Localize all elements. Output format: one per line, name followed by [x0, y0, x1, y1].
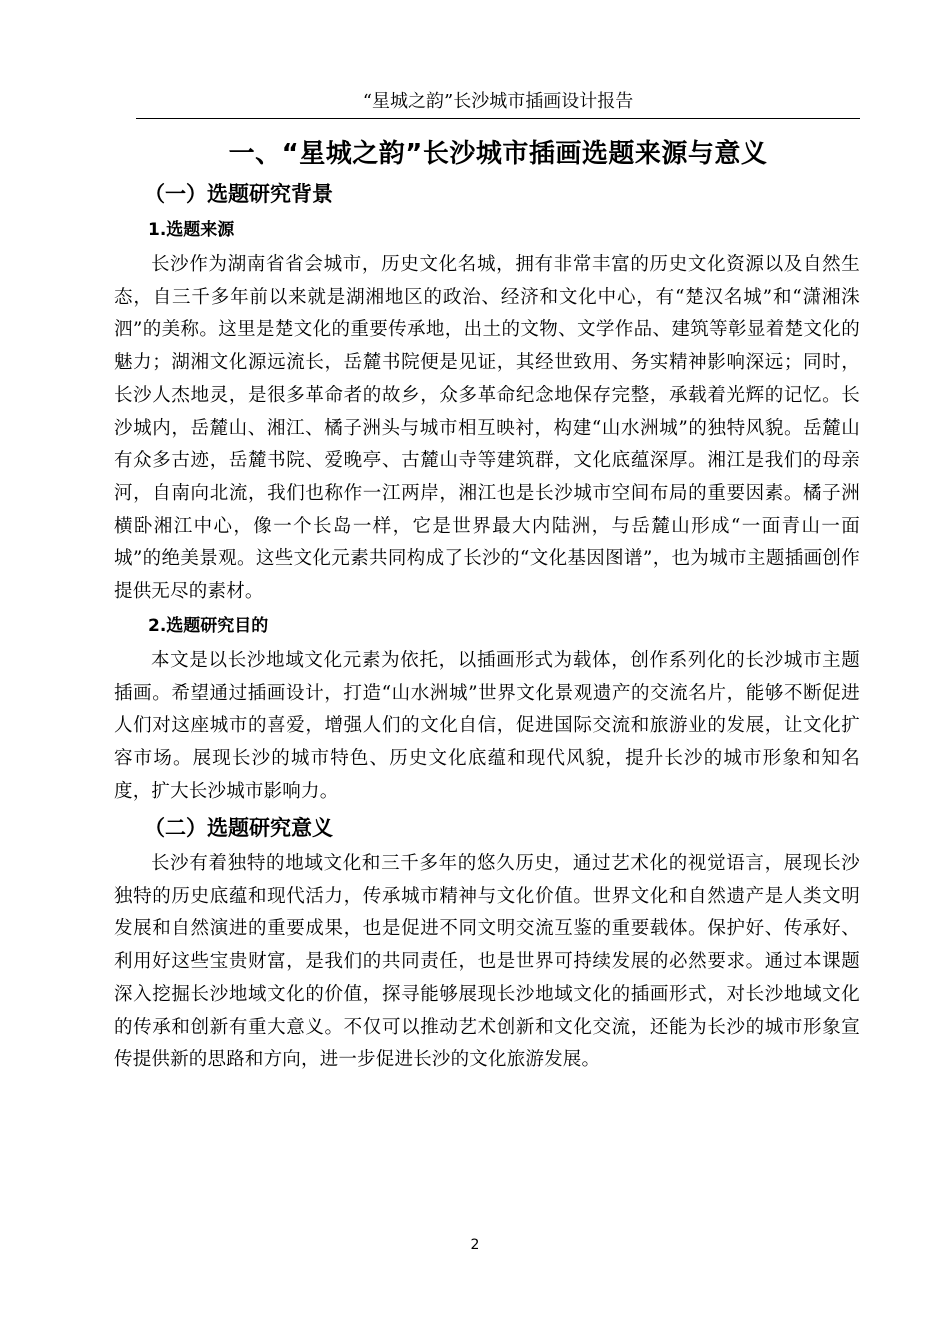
section-heading-background: （一）选题研究背景: [144, 182, 333, 206]
chapter-title: 一、“星城之韵”长沙城市插画选题来源与意义: [228, 139, 768, 169]
subsection-heading-source: 1.选题来源: [148, 220, 235, 240]
subsection-heading-purpose: 2.选题研究目的: [148, 616, 269, 636]
paragraph-topic-source: 长沙作为湖南省省会城市，历史文化名城，拥有非常丰富的历史文化资源以及自然生态，自三千多年前以来就是湖湘地区的政治、经济和文化中心，有“楚汉名城”和“潇湘洙泗”的美称。这里是楚文化的重要传承地，出土的文物、文学作品、建筑等彰显着楚文化的魅力；湖湘文化源远流长，岳麓书院便是见证，其经世致用、务实精神影响深远；同时，长沙人杰地灵，是很多革命者的故乡，众多革命纪念地保存完整，承载着光辉的记忆。长沙城内，岳麓山、湘江、橘子洲头与城市相互映衬，构建“山水洲城”的独特风貌。岳麓山有众多古迹，岳麓书院、爱晚亭、古麓山寺等建筑群，文化底蕴深厚。湘江是我们的母亲河，自南向北流，我们也称作一江两岸，湘江也是长沙城市空间布局的重要因素。橘子洲横卧湘江中心，像一个长岛一样，它是世界最大内陆洲，与岳麓山形成“一面青山一面城”的绝美景观。这些文化元素共同构成了长沙的“文化基因图谱”，也为城市主题插画创作提供无尽的素材。: [114, 254, 860, 603]
paragraph-research-purpose: 本文是以长沙地域文化元素为依托，以插画形式为载体，创作系列化的长沙城市主题插画。希望通过插画设计，打造“山水洲城”世界文化景观遗产的交流名片，能够不断促进人们对这座城市的喜爱，增强人们的文化自信，促进国际交流和旅游业的发展，让文化扩容市场。展现长沙的城市特色、历史文化底蕴和现代风貌，提升长沙的城市形象和知名度，扩大长沙城市影响力。: [114, 650, 860, 802]
running-header: “星城之韵”长沙城市插画设计报告: [362, 91, 634, 112]
paragraph-research-significance: 长沙有着独特的地域文化和三千多年的悠久历史，通过艺术化的视觉语言，展现长沙独特的历史底蕴和现代活力，传承城市精神与文化价值。世界文化和自然遗产是人类文明发展和自然演进的重要成果，也是促进不同文明交流互鉴的重要载体。保护好、传承好、利用好这些宝贵财富，是我们的共同责任，也是世界可持续发展的必然要求。通过本课题深入挖掘长沙地域文化的价值，探寻能够展现长沙地域文化的插画形式，对长沙地域文化的传承和创新有重大意义。不仅可以推动艺术创新和文化交流，还能为长沙的城市形象宣传提供新的思路和方向，进一步促进长沙的文化旅游发展。: [114, 853, 860, 1071]
header-divider: [136, 118, 860, 119]
page-number: 2: [470, 1237, 480, 1253]
section-heading-significance: （二）选题研究意义: [144, 816, 333, 840]
